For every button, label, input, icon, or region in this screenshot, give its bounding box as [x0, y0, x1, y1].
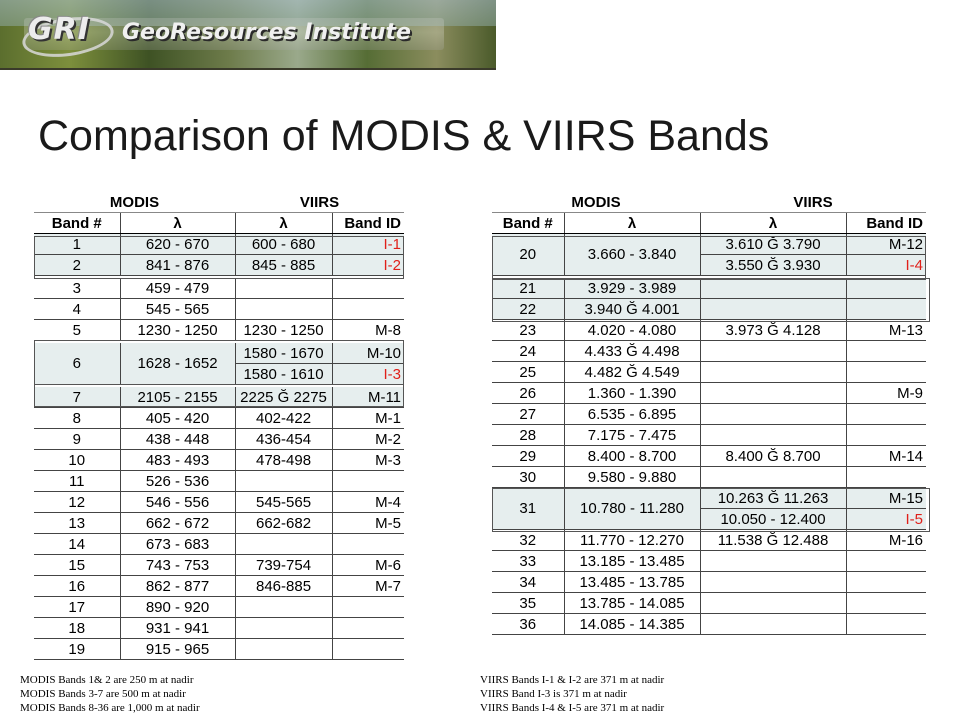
modis-wavelength: 546 - 556 [120, 492, 235, 513]
band-number: 23 [492, 320, 564, 341]
band-number: 14 [34, 534, 120, 555]
viirs-band-id [846, 551, 926, 572]
modis-wavelength: 1230 - 1250 [120, 320, 235, 341]
band-number: 34 [492, 572, 564, 593]
band-row [34, 555, 404, 576]
band-row [34, 429, 404, 450]
band-row [492, 593, 926, 614]
viirs-wavelength [700, 614, 846, 635]
modis-wavelength: 483 - 493 [120, 450, 235, 471]
viirs-wavelength [235, 639, 332, 660]
institute-name: GeoResources Institute [122, 20, 411, 45]
note-modis-2: MODIS Bands 3-7 are 500 m at nadir [20, 688, 186, 700]
band-row [34, 320, 404, 341]
viirs-wavelength: 436-454 [235, 429, 332, 450]
band-row [34, 639, 404, 660]
band-row [34, 408, 404, 429]
viirs-band-id: M-13 [846, 320, 926, 341]
viirs-band-id [332, 299, 404, 320]
note-viirs-2: VIIRS Band I-3 is 371 m at nadir [480, 688, 627, 700]
modis-wavelength: 6.535 - 6.895 [564, 404, 700, 425]
viirs-wavelength: 662-682 [235, 513, 332, 534]
modis-wavelength: 3.940 Ğ 4.001 [564, 299, 700, 320]
viirs-band-id: M-4 [332, 492, 404, 513]
modis-wavelength: 1.360 - 1.390 [564, 383, 700, 404]
modis-wavelength: 14.085 - 14.385 [564, 614, 700, 635]
band-number: 35 [492, 593, 564, 614]
viirs-wavelength: 1580 - 1670 [235, 343, 332, 364]
viirs-wavelength [235, 618, 332, 639]
band-row [492, 341, 926, 362]
viirs-lambda-header: λ [700, 213, 846, 234]
modis-wavelength: 3.660 - 3.840 [564, 234, 700, 276]
viirs-band-id: M-6 [332, 555, 404, 576]
band-number: 15 [34, 555, 120, 576]
band-number: 7 [34, 387, 120, 408]
modis-wavelength: 673 - 683 [120, 534, 235, 555]
viirs-band-id: M-14 [846, 446, 926, 467]
modis-wavelength: 4.482 Ğ 4.549 [564, 362, 700, 383]
band-row [492, 530, 926, 551]
note-modis-1: MODIS Bands 1& 2 are 250 m at nadir [20, 674, 194, 686]
band-number: 17 [34, 597, 120, 618]
modis-wavelength: 9.580 - 9.880 [564, 467, 700, 488]
band-number: 2 [34, 255, 120, 276]
viirs-band-id: M-8 [332, 320, 404, 341]
viirs-wavelength: 8.400 Ğ 8.700 [700, 446, 846, 467]
band-number: 9 [34, 429, 120, 450]
header-banner [0, 0, 496, 70]
band-row [34, 513, 404, 534]
band-number-header: Band # [492, 213, 564, 234]
viirs-wavelength [700, 362, 846, 383]
modis-wavelength: 662 - 672 [120, 513, 235, 534]
viirs-wavelength: 1230 - 1250 [235, 320, 332, 341]
modis-wavelength: 459 - 479 [120, 278, 235, 299]
modis-wavelength: 8.400 - 8.700 [564, 446, 700, 467]
modis-wavelength: 2105 - 2155 [120, 387, 235, 408]
viirs-wavelength: 3.610 Ğ 3.790 [700, 234, 846, 255]
modis-wavelength: 841 - 876 [120, 255, 235, 276]
band-number: 11 [34, 471, 120, 492]
viirs-band-id [846, 572, 926, 593]
viirs-lambda-header: λ [235, 213, 332, 234]
band-row [492, 383, 926, 404]
viirs-band-id: M-11 [332, 387, 404, 408]
viirs-wavelength: 11.538 Ğ 12.488 [700, 530, 846, 551]
band-row [492, 425, 926, 446]
modis-wavelength: 11.770 - 12.270 [564, 530, 700, 551]
band-number: 31 [492, 488, 564, 530]
viirs-band-id [846, 404, 926, 425]
modis-lambda-header: λ [120, 213, 235, 234]
band-number: 18 [34, 618, 120, 639]
band-number: 12 [34, 492, 120, 513]
band-number: 36 [492, 614, 564, 635]
viirs-wavelength: 402-422 [235, 408, 332, 429]
viirs-wavelength: 545-565 [235, 492, 332, 513]
band-number: 13 [34, 513, 120, 534]
band-row [492, 234, 926, 255]
viirs-wavelength: 846-885 [235, 576, 332, 597]
viirs-wavelength [235, 597, 332, 618]
band-number: 4 [34, 299, 120, 320]
band-number: 27 [492, 404, 564, 425]
modis-wavelength: 931 - 941 [120, 618, 235, 639]
viirs-header: VIIRS [793, 193, 833, 211]
band-number: 20 [492, 234, 564, 276]
band-id-header: Band ID [846, 213, 926, 234]
band-number: 26 [492, 383, 564, 404]
modis-wavelength: 7.175 - 7.475 [564, 425, 700, 446]
viirs-wavelength: 3.550 Ğ 3.930 [700, 255, 846, 276]
viirs-band-id [332, 278, 404, 299]
modis-wavelength: 890 - 920 [120, 597, 235, 618]
viirs-band-id: M-3 [332, 450, 404, 471]
viirs-wavelength: 2225 Ğ 2275 [235, 387, 332, 408]
band-number: 10 [34, 450, 120, 471]
band-row [492, 299, 926, 320]
viirs-band-id: M-10 [332, 343, 404, 364]
viirs-wavelength: 10.050 - 12.400 [700, 509, 846, 530]
band-id-header: Band ID [332, 213, 404, 234]
viirs-band-id: M-12 [846, 234, 926, 255]
viirs-band-id [846, 278, 926, 299]
band-number: 19 [34, 639, 120, 660]
viirs-wavelength [700, 404, 846, 425]
band-row [34, 255, 404, 276]
viirs-wavelength: 845 - 885 [235, 255, 332, 276]
viirs-band-id: I-2 [332, 255, 404, 276]
band-number: 30 [492, 467, 564, 488]
right-band-table [492, 192, 926, 635]
modis-wavelength: 545 - 565 [120, 299, 235, 320]
viirs-wavelength: 600 - 680 [235, 234, 332, 255]
viirs-band-id: M-5 [332, 513, 404, 534]
band-row [34, 492, 404, 513]
note-viirs-1: VIIRS Bands I-1 & I-2 are 371 m at nadir [480, 674, 665, 686]
modis-wavelength: 620 - 670 [120, 234, 235, 255]
viirs-band-id: I-3 [332, 364, 404, 385]
band-number: 8 [34, 408, 120, 429]
page-title: Comparison of MODIS & VIIRS Bands [38, 112, 770, 160]
viirs-band-id: M-2 [332, 429, 404, 450]
modis-wavelength: 13.185 - 13.485 [564, 551, 700, 572]
band-row [492, 572, 926, 593]
band-row [492, 320, 926, 341]
left-band-table [34, 192, 404, 660]
viirs-wavelength [235, 534, 332, 555]
band-row [492, 488, 926, 509]
modis-wavelength: 405 - 420 [120, 408, 235, 429]
band-number: 33 [492, 551, 564, 572]
viirs-band-id: M-16 [846, 530, 926, 551]
viirs-band-id: M-7 [332, 576, 404, 597]
band-number: 6 [34, 343, 120, 385]
band-number: 5 [34, 320, 120, 341]
modis-wavelength: 438 - 448 [120, 429, 235, 450]
modis-wavelength: 862 - 877 [120, 576, 235, 597]
band-row [34, 278, 404, 299]
modis-wavelength: 915 - 965 [120, 639, 235, 660]
viirs-band-id [846, 362, 926, 383]
viirs-wavelength [700, 278, 846, 299]
band-row [34, 450, 404, 471]
band-row [492, 446, 926, 467]
band-row [492, 362, 926, 383]
viirs-header: VIIRS [299, 193, 340, 211]
band-number: 16 [34, 576, 120, 597]
band-row [34, 471, 404, 492]
viirs-band-id: M-15 [846, 488, 926, 509]
band-row [492, 404, 926, 425]
band-number: 1 [34, 234, 120, 255]
viirs-wavelength [700, 383, 846, 404]
viirs-wavelength [235, 471, 332, 492]
modis-wavelength: 13.785 - 14.085 [564, 593, 700, 614]
band-row [34, 343, 404, 364]
modis-header: MODIS [109, 193, 160, 211]
band-row [34, 618, 404, 639]
band-row [492, 467, 926, 488]
viirs-wavelength [700, 572, 846, 593]
viirs-band-id [332, 534, 404, 555]
band-number: 29 [492, 446, 564, 467]
viirs-band-id [846, 614, 926, 635]
viirs-wavelength [700, 299, 846, 320]
viirs-wavelength: 3.973 Ğ 4.128 [700, 320, 846, 341]
modis-wavelength: 526 - 536 [120, 471, 235, 492]
modis-wavelength: 743 - 753 [120, 555, 235, 576]
band-row [34, 597, 404, 618]
viirs-band-id [846, 341, 926, 362]
viirs-wavelength [700, 425, 846, 446]
viirs-band-id: I-4 [846, 255, 926, 276]
viirs-wavelength [235, 299, 332, 320]
band-row [492, 551, 926, 572]
viirs-wavelength [700, 551, 846, 572]
viirs-wavelength: 478-498 [235, 450, 332, 471]
band-number: 24 [492, 341, 564, 362]
modis-wavelength: 4.433 Ğ 4.498 [564, 341, 700, 362]
band-number-header: Band # [34, 213, 120, 234]
viirs-wavelength [700, 467, 846, 488]
band-row [34, 299, 404, 320]
viirs-band-id [846, 467, 926, 488]
viirs-band-id [332, 597, 404, 618]
viirs-band-id [846, 425, 926, 446]
viirs-band-id: M-1 [332, 408, 404, 429]
modis-wavelength: 3.929 - 3.989 [564, 278, 700, 299]
modis-wavelength: 10.780 - 11.280 [564, 488, 700, 530]
note-viirs-3: VIIRS Bands I-4 & I-5 are 371 m at nadir [480, 702, 665, 714]
viirs-band-id [332, 639, 404, 660]
viirs-band-id [846, 299, 926, 320]
band-row [492, 278, 926, 299]
band-number: 25 [492, 362, 564, 383]
modis-wavelength: 1628 - 1652 [120, 343, 235, 385]
modis-lambda-header: λ [564, 213, 700, 234]
band-number: 3 [34, 278, 120, 299]
viirs-wavelength [700, 593, 846, 614]
viirs-wavelength: 1580 - 1610 [235, 364, 332, 385]
viirs-band-id: I-1 [332, 234, 404, 255]
note-modis-3: MODIS Bands 8-36 are 1,000 m at nadir [20, 702, 200, 714]
viirs-band-id [846, 593, 926, 614]
band-number: 22 [492, 299, 564, 320]
modis-header: MODIS [571, 193, 621, 211]
viirs-band-id [332, 471, 404, 492]
band-number: 28 [492, 425, 564, 446]
band-row [34, 534, 404, 555]
viirs-wavelength [235, 278, 332, 299]
band-row [34, 387, 404, 408]
modis-wavelength: 13.485 - 13.785 [564, 572, 700, 593]
band-row [492, 614, 926, 635]
viirs-wavelength: 739-754 [235, 555, 332, 576]
viirs-wavelength [700, 341, 846, 362]
viirs-band-id [332, 618, 404, 639]
band-row [34, 234, 404, 255]
viirs-band-id: I-5 [846, 509, 926, 530]
band-number: 32 [492, 530, 564, 551]
modis-wavelength: 4.020 - 4.080 [564, 320, 700, 341]
viirs-wavelength: 10.263 Ğ 11.263 [700, 488, 846, 509]
band-number: 21 [492, 278, 564, 299]
band-row [34, 576, 404, 597]
gri-logo: GRI [28, 12, 90, 47]
viirs-band-id: M-9 [846, 383, 926, 404]
